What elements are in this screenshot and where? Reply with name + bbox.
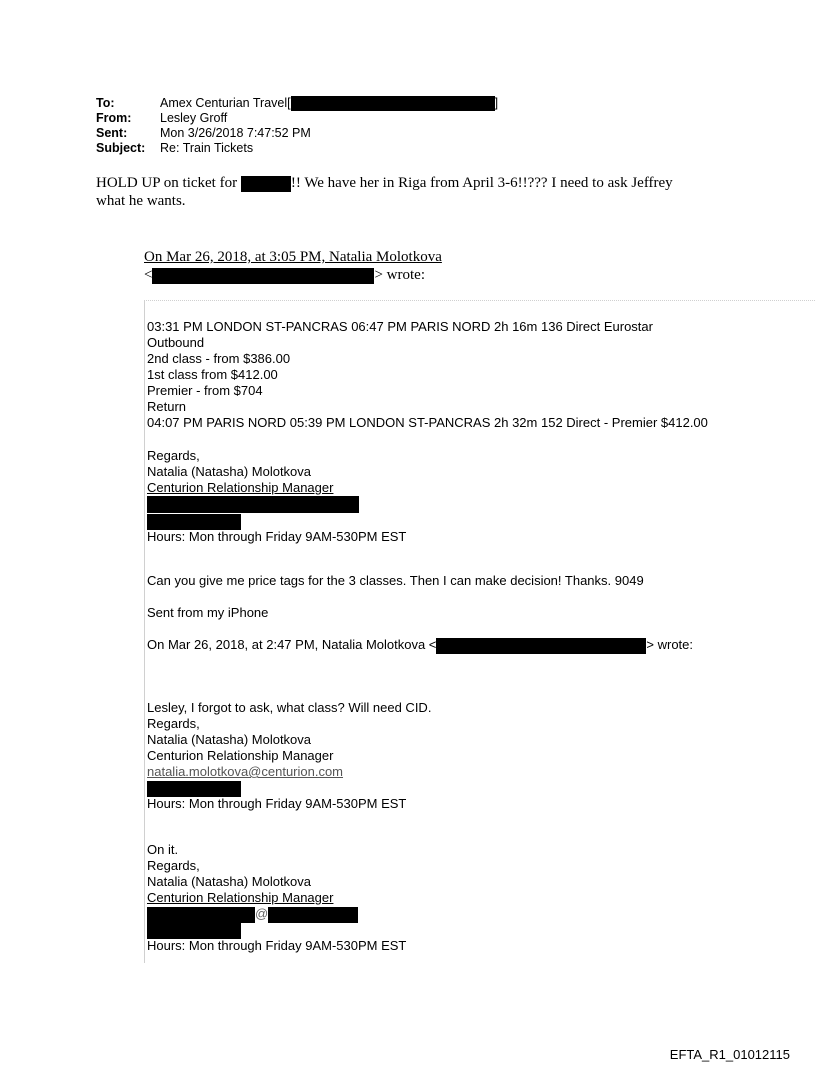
redaction-box (147, 781, 241, 797)
quote-header-line-1: On Mar 26, 2018, at 3:05 PM, Natalia Molotkova (144, 249, 442, 265)
redaction-row (147, 922, 406, 938)
from-label: From: (96, 111, 132, 125)
signature-title: Centurion Relationship Manager (147, 890, 334, 905)
signature-name: Natalia (Natasha) Molotkova (147, 874, 312, 889)
signature-title: Centurion Relationship Manager (147, 748, 334, 763)
sent-row (96, 126, 498, 141)
subject-value: Re: Train Tickets (160, 141, 254, 155)
email-at-sign: @ (255, 906, 269, 921)
body-text-a: HOLD UP on ticket for (96, 175, 238, 191)
redaction-box (147, 923, 241, 939)
redaction-box (241, 176, 291, 192)
sent-label: Sent: (96, 126, 128, 140)
subject-row (96, 141, 498, 156)
subject-label: Subject: (96, 141, 146, 155)
signature-name: Natalia (Natasha) Molotkova (147, 732, 312, 747)
to-label: To: (96, 96, 115, 110)
quote-wrote: > wrote: (374, 267, 425, 283)
quote-header (144, 248, 442, 284)
email-header (96, 96, 498, 156)
redaction-box (147, 496, 359, 513)
to-close-bracket: ] (494, 96, 499, 110)
to-row (96, 96, 498, 111)
train-details (147, 319, 708, 431)
return-line: 04:07 PM PARIS NORD 05:39 PM LONDON ST-PANCRAS 2h 32m 152 Direct - Premier $412.00 (147, 415, 708, 430)
message-3 (147, 842, 406, 954)
body-line-2: what he wants. (96, 193, 186, 209)
redaction-box (152, 268, 374, 284)
redaction-row (147, 496, 406, 513)
class1-price: 1st class from $412.00 (147, 367, 278, 382)
redaction-box (436, 638, 646, 654)
redaction-row (147, 513, 406, 529)
redaction-row (147, 780, 431, 796)
quote2-wrote: > wrote: (646, 637, 694, 652)
redaction-box (147, 514, 241, 530)
signature-title: Centurion Relationship Manager (147, 480, 334, 495)
message-2-text: Lesley, I forgot to ask, what class? Will need CID. (147, 700, 432, 715)
body-line-1 (96, 174, 673, 192)
redaction-box (291, 96, 495, 111)
outbound-line: 03:31 PM LONDON ST-PANCRAS 06:47 PM PARIS NORD 2h 16m 136 Direct Eurostar (147, 319, 653, 334)
signature-email-link[interactable]: natalia.molotkova@centurion.com (147, 764, 344, 779)
quote-header-2 (147, 637, 693, 653)
signature-hours: Hours: Mon through Friday 9AM-530PM EST (147, 938, 407, 953)
message-3-text: On it. (147, 842, 179, 857)
quote2-text: On Mar 26, 2018, at 2:47 PM, Natalia Molotkova < (147, 637, 437, 652)
regards: Regards, (147, 448, 200, 463)
to-name: Amex Centurian Travel[ (160, 96, 291, 110)
message-2 (147, 700, 431, 812)
redacted-email-row (147, 906, 406, 922)
quote-header-line-2 (144, 266, 442, 284)
signature-1 (147, 448, 406, 545)
regards: Regards, (147, 858, 200, 873)
sent-from-iphone: Sent from my iPhone (147, 605, 269, 620)
class2-price: 2nd class - from $386.00 (147, 351, 291, 366)
bates-number: EFTA_R1_01012115 (669, 1047, 790, 1062)
from-value: Lesley Groff (160, 111, 228, 125)
signature-name: Natalia (Natasha) Molotkova (147, 464, 312, 479)
signature-hours: Hours: Mon through Friday 9AM-530PM EST (147, 529, 407, 544)
quote-header-2-line (147, 637, 693, 653)
premier-price: Premier - from $704 (147, 383, 263, 398)
return-label: Return (147, 399, 187, 414)
body-text-b: !! We have her in Riga from April 3-6!!??? I need to ask Jeffrey (290, 175, 673, 191)
reply-question: Can you give me price tags for the 3 classes. Then I can make decision! Thanks. 9049 (147, 573, 644, 588)
regards: Regards, (147, 716, 200, 731)
message-body (96, 174, 673, 210)
outbound-label: Outbound (147, 335, 205, 350)
to-value (160, 96, 498, 111)
signature-hours: Hours: Mon through Friday 9AM-530PM EST (147, 796, 407, 811)
redaction-box (147, 907, 255, 923)
sent-value: Mon 3/26/2018 7:47:52 PM (160, 126, 311, 140)
from-row (96, 111, 498, 126)
quote-open-bracket: < (144, 267, 153, 283)
redaction-box (268, 907, 358, 923)
